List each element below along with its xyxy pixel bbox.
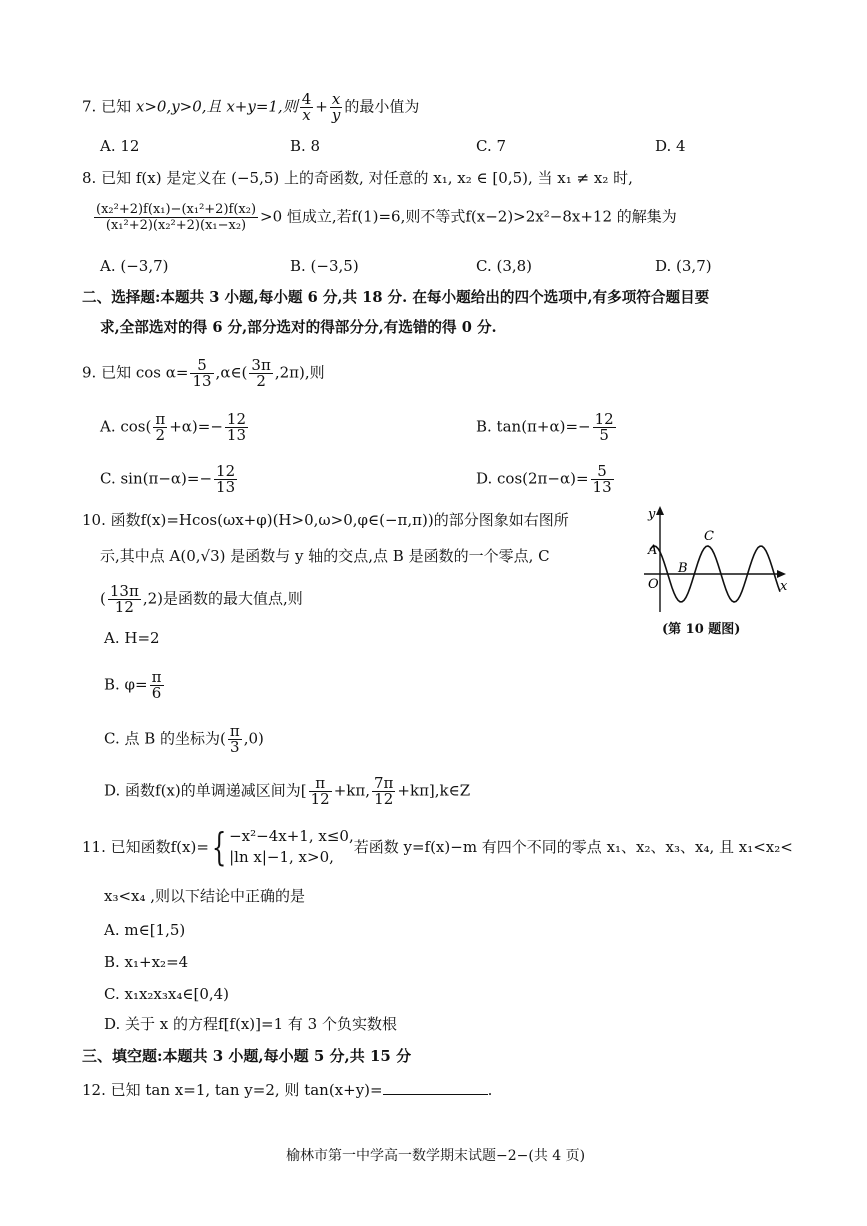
q8-option-c: C. (3,8) [476, 257, 533, 275]
q10-option-b: B. φ= $\frac{\pi}{6}$ [104, 668, 162, 702]
q11-option-d: D. 关于 x 的方程f[f(x)]=1 有 3 个负实数根 [104, 1015, 397, 1033]
page-footer: 榆林市第一中学高一数学期末试题−2−(共 4 页) [286, 1148, 586, 1164]
q11-line-2: x₃<x₄ ,则以下结论中正确的是 [104, 887, 306, 905]
q8-option-d: D. (3,7) [655, 257, 712, 275]
q10-figure [640, 502, 790, 618]
q9-stem [82, 358, 325, 389]
q8-option-b: B. (−3,5) [290, 257, 359, 275]
q7-prefix: 7. 已知 [82, 97, 136, 116]
q10-line-1: 10. 函数f(x)=Hcos(ωx+φ)(H>0,ω>0,φ∈(−π,π))的部分图象如右图所 [82, 511, 569, 529]
q9-suffix: ,2π),则 [274, 363, 325, 382]
q7-option-d: D. 4 [655, 137, 686, 155]
q9-option-b: B. tan(π+α)=− $\frac{12}{5}$ [476, 410, 614, 444]
q10-figure-caption: (第 10 题图) [662, 622, 741, 637]
q8-line-1: 8. 已知 f(x) 是定义在 (−5,5) 上的奇函数, 对任意的 x₁, x₂ ∈ [0,5), 当 x₁ ≠ x₂ 时, [82, 169, 633, 187]
q7-option-a: A. 12 [100, 137, 140, 155]
origin-label: O [648, 577, 659, 592]
q9-option-a: A. cos( $\frac{\pi}{2}$ +α)=− $\frac{12}{13}$ [100, 410, 246, 444]
q11-line-1: 11. 已知函数f(x)={ −x²−4x+1, x≤0, |ln x|−1, x>0, 若函数 y=f(x)−m 有四个不同的零点 x₁、x₂、x₃、x₄, 且 x₁<x₂< [82, 825, 793, 869]
q10-line-3: ( $\frac{13\pi}{12}$ ,2)是函数的最大值点,则 [100, 582, 303, 616]
q8-fraction: $\frac{\text{(x₂²+2)f(x₁)−(x₁²+2)f(x₂)}}{\text{(x₁²+2)(x₂²+2)(x₁−x₂)}}$ [96, 202, 257, 233]
q9-fraction-1: $\frac{5}{13}$ [192, 356, 212, 390]
q9-prefix: 9. 已知 cos α= [82, 363, 189, 382]
x-axis-label: x [780, 579, 788, 594]
y-axis-arrow-icon [656, 506, 664, 515]
q11-option-b: B. x₁+x₂=4 [104, 953, 189, 971]
q7-fraction-2: $\frac{x}{y}$ [331, 90, 341, 124]
q8-line-2 [92, 202, 677, 233]
q10-option-c: C. 点 B 的坐标为( $\frac{\pi}{3}$ ,0) [104, 722, 264, 756]
section-3-heading: 三、填空题:本题共 3 小题,每小题 5 分,共 15 分 [82, 1047, 412, 1065]
q9-option-c: C. sin(π−α)=− $\frac{12}{13}$ [100, 462, 236, 496]
point-a-label: A [648, 543, 658, 558]
q7-stem [82, 92, 419, 123]
q10-option-d: D. 函数f(x)的单调递减区间为[ $\frac{\pi}{12}$ +kπ, $\frac{7\pi}{12}$ +kπ],k∈Z [104, 774, 471, 808]
section-2-heading: 二、选择题:本题共 3 小题,每小题 6 分,共 18 分. 在每小题给出的四个选项中,有多项符合题目要 [82, 289, 710, 306]
q9-fraction-2: $\frac{3\pi}{2}$ [251, 356, 271, 390]
section-2-heading-cont: 求,全部选对的得 6 分,部分选对的得部分分,有选错的得 0 分. [100, 319, 497, 336]
y-axis-label: y [648, 507, 656, 522]
q7-condition: x>0,y>0,且 x+y=1,则 [135, 97, 298, 116]
point-b-label: B [678, 561, 688, 576]
left-brace-icon: { [211, 825, 227, 869]
q11-option-c: C. x₁x₂x₃x₄∈[0,4) [104, 985, 230, 1003]
q12-stem: 12. 已知 tan x=1, tan y=2, 则 tan(x+y)= . [82, 1081, 493, 1099]
q9-mid: ,α∈( [215, 363, 248, 382]
q7-option-b: B. 8 [290, 137, 321, 155]
q10-line-2: 示,其中点 A(0,√3) 是函数与 y 轴的交点,点 B 是函数的一个零点, C [100, 547, 550, 565]
x-axis-arrow-icon [777, 570, 786, 578]
q7-plus: + [315, 97, 328, 116]
q8-option-a: A. (−3,7) [100, 257, 169, 275]
point-c-label: C [704, 529, 714, 544]
q9-option-d: D. cos(2π−α)= $\frac{5}{13}$ [476, 462, 612, 496]
q8-line-2-rest: >0 恒成立,若f(1)=6,则不等式f(x−2)>2x²−8x+12 的解集为 [260, 207, 677, 226]
q7-suffix: 的最小值为 [344, 97, 420, 116]
q7-fraction-1: $\frac{4}{x}$ [301, 90, 312, 124]
q7-option-c: C. 7 [476, 137, 507, 155]
q12-answer-blank[interactable] [383, 1080, 488, 1095]
q10-option-a: A. H=2 [104, 629, 160, 647]
q11-option-a: A. m∈[1,5) [104, 921, 186, 939]
q11-piecewise: −x²−4x+1, x≤0, |ln x|−1, x>0, [229, 827, 354, 866]
